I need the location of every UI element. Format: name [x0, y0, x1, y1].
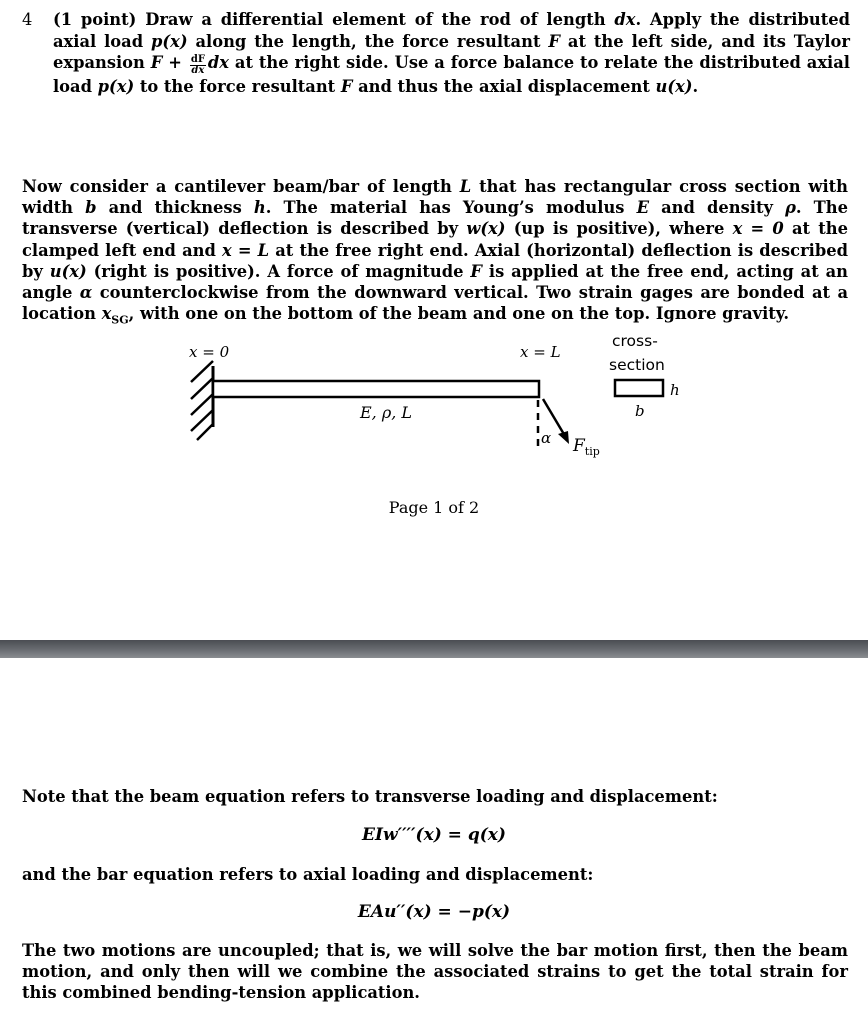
wall-hatching — [191, 361, 213, 440]
bar-note: and the bar equation refers to axial loading and displacement: — [22, 865, 594, 884]
cross-section-label: cross- — [612, 332, 658, 350]
beam-equation: EIw′′′′(x) = q(x) — [362, 825, 506, 845]
beam-note: Note that the beam equation refers to transverse loading and displacement: — [22, 787, 718, 806]
points-label: (1 point) — [53, 10, 137, 29]
alpha-label: α — [541, 429, 552, 447]
problem-statement: (1 point) Draw a differential element of the rod of length dx. Apply the distributed axial load p(x) along the length, the force resultant F at the left side, and its Taylor expansion F + $\frac{dF}{dx}$ dx at the right side. Use a force balance to relate the distributed axial load p(x) to the force resultant F and thus the axial displacement u(x). — [53, 10, 850, 96]
page-number: Page 1 of 2 — [388, 498, 480, 517]
b-dimension-label: b — [635, 402, 645, 420]
h-dimension-label: h — [670, 381, 680, 399]
arrowhead — [558, 431, 569, 444]
x0-label: x = 0 — [189, 343, 230, 361]
force-label: $F_{tip}$ — [573, 436, 600, 458]
page-separator — [0, 640, 868, 658]
xL-label: x = L — [520, 343, 561, 361]
derivative-fraction: $\frac{dF}{dx}$ — [190, 53, 205, 76]
uncoupled-paragraph: The two motions are uncoupled; that is, we will solve the bar motion first, then the beam motion, and only then will we combine the associated strains to get the total strain for this combined bending-tension application. — [22, 941, 848, 1003]
cross-section-label-2: section — [609, 356, 665, 374]
problem-number: 4 — [22, 10, 33, 29]
beam — [213, 381, 539, 397]
bar-equation: EAu′′(x) = −p(x) — [357, 902, 511, 922]
cross-section-rectangle — [615, 380, 663, 396]
beam-properties-label: E, ρ, L — [360, 403, 413, 422]
setup-paragraph: Now consider a cantilever beam/bar of length L that has rectangular cross section with width b and thickness h. The material has Young’s modulus E and density ρ. The transverse (vertical) deflection is described by w(x) (up is positive), where x = 0 at the clamped left end and x = L at the free right end. Axial (horizontal) deflection is described by u(x) (right is positive). A force of magnitude F is applied at the free end, acting at an angle α counterclockwise from the downward vertical. Two strain gages are bonded at a location $x_{SG}$, with one on the bottom of the beam and one on the top. Ignore gravity. — [22, 177, 849, 327]
